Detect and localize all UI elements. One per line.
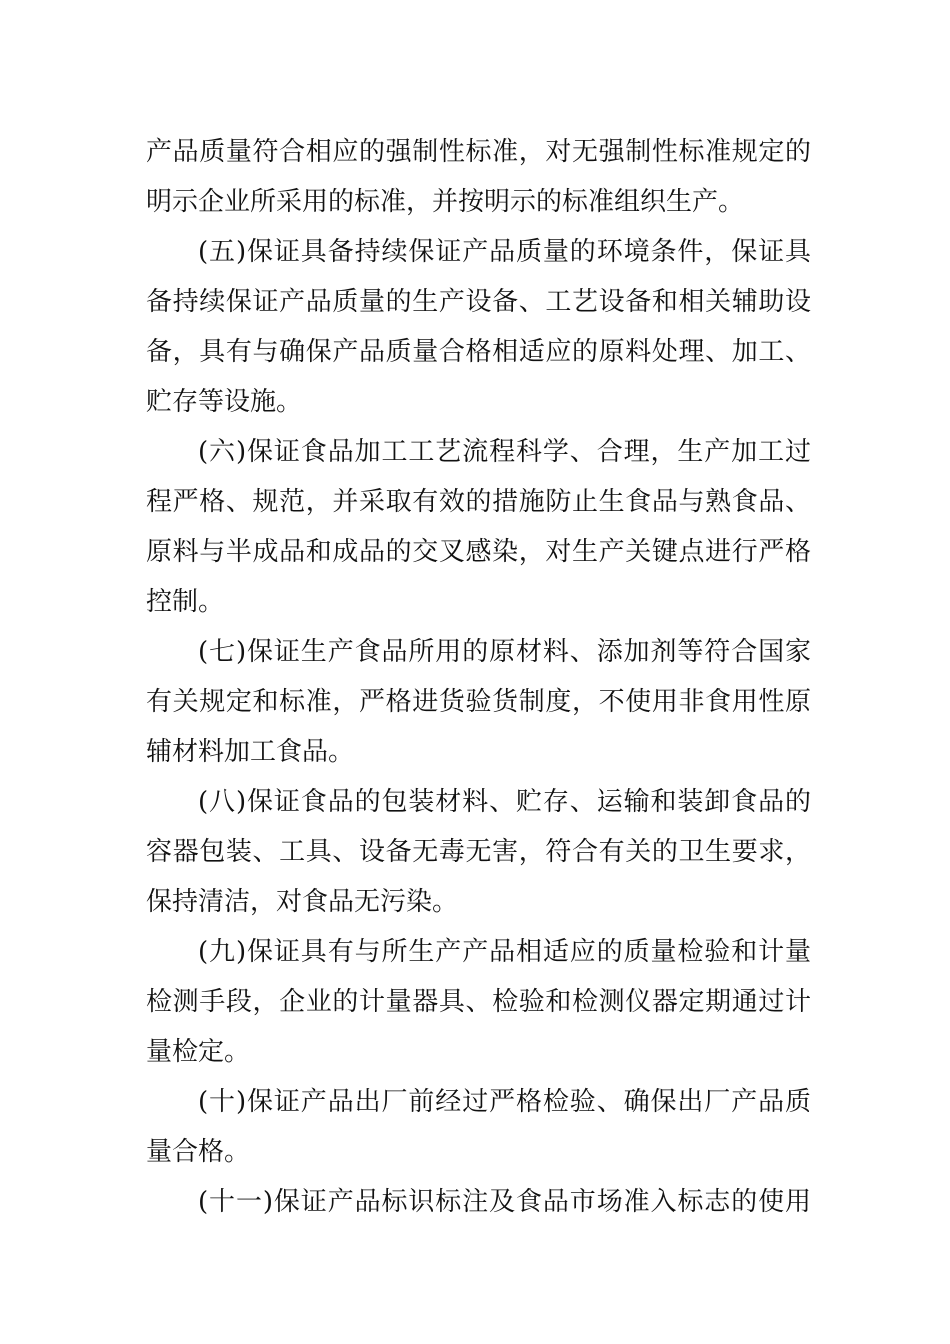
paragraph-heading-line: (六)保证食品加工工艺流程科学、合理，生产加工过 <box>198 437 811 467</box>
paragraph-heading-line: (七)保证生产食品所用的原材料、添加剂等符合国家 <box>198 637 811 667</box>
text-line: 量合格。 <box>146 1137 251 1167</box>
paragraph-heading-line: (十)保证产品出厂前经过严格检验、确保出厂产品质 <box>198 1087 811 1117</box>
paragraph-heading-line: (十一)保证产品标识标注及食品市场准入标志的使用 <box>198 1187 811 1217</box>
text-line: 备，具有与确保产品质量合格相适应的原料处理、加工、 <box>146 337 811 367</box>
text-line: 容器包装、工具、设备无毒无害，符合有关的卫生要求， <box>146 837 811 867</box>
text-line: 明示企业所采用的标准，并按明示的标准组织生产。 <box>146 187 745 217</box>
text-line: 产品质量符合相应的强制性标准，对无强制性标准规定的 <box>146 137 811 167</box>
text-line: 检测手段，企业的计量器具、检验和检测仪器定期通过计 <box>146 987 811 1017</box>
paragraph-heading-line: (五)保证具备持续保证产品质量的环境条件，保证具 <box>198 237 811 267</box>
text-line: 贮存等设施。 <box>146 387 303 417</box>
text-line: 量检定。 <box>146 1037 251 1067</box>
text-line: 原料与半成品和成品的交叉感染，对生产关键点进行严格 <box>146 537 811 567</box>
text-line: 保持清洁，对食品无污染。 <box>146 887 459 917</box>
paragraph-heading-line: (九)保证具有与所生产产品相适应的质量检验和计量 <box>198 937 811 967</box>
text-line: 控制。 <box>146 587 225 617</box>
text-line: 程严格、规范，并采取有效的措施防止生食品与熟食品、 <box>146 487 811 517</box>
text-line: 有关规定和标准，严格进货验货制度，不使用非食用性原 <box>146 687 811 717</box>
text-line: 备持续保证产品质量的生产设备、工艺设备和相关辅助设 <box>146 287 811 317</box>
text-line: 辅材料加工食品。 <box>146 737 355 767</box>
paragraph-heading-line: (八)保证食品的包装材料、贮存、运输和装卸食品的 <box>198 787 811 817</box>
